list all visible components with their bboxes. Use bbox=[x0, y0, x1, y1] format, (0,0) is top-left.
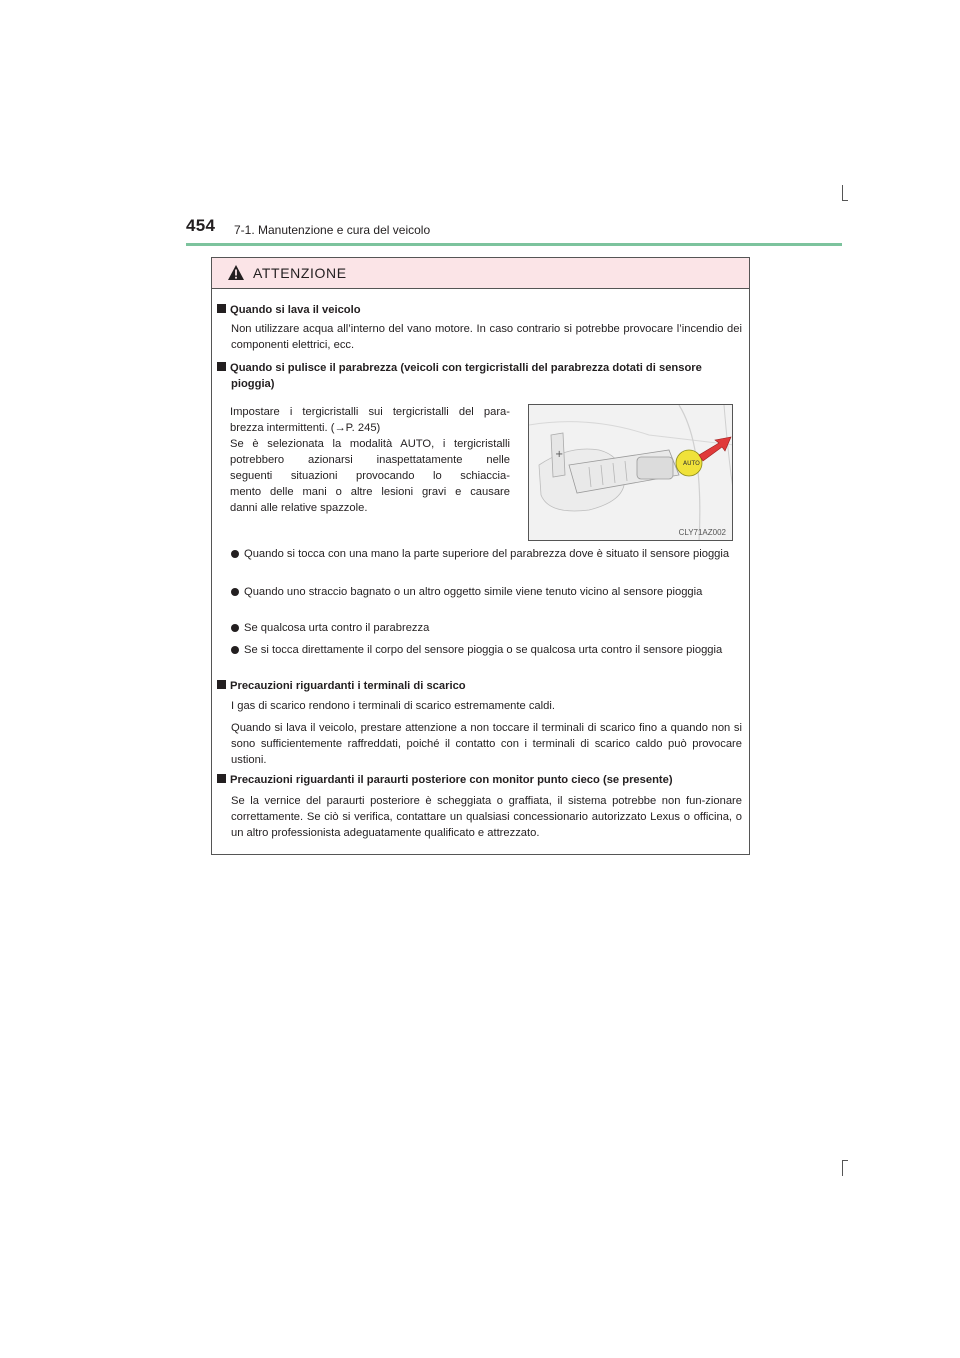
bullet-dot-icon bbox=[231, 550, 239, 558]
warning-title: ATTENZIONE bbox=[253, 265, 347, 281]
list-item: Quando uno straccio bagnato o un altro oggetto simile viene tenuto vicino al sensore pioggia bbox=[231, 584, 744, 600]
section-heading: Precauzioni riguardanti il paraurti posteriore con monitor punto cieco (se presente) bbox=[217, 772, 673, 788]
section-heading: Quando si lava il veicolo bbox=[217, 302, 361, 318]
section-title: 7-1. Manutenzione e cura del veicolo bbox=[234, 223, 431, 237]
section-heading-cont: pioggia) bbox=[231, 378, 275, 390]
wiper-lever-illustration bbox=[529, 405, 733, 541]
header-rule bbox=[186, 243, 842, 246]
crop-mark-bottom-foot bbox=[842, 1160, 848, 1161]
square-bullet-icon bbox=[217, 362, 226, 371]
list-item: Se qualcosa urta contro il parabrezza bbox=[231, 620, 744, 636]
warning-header bbox=[212, 258, 749, 289]
section-heading: Quando si pulisce il parabrezza (veicoli con tergicristalli del parabrezza dotati di sensore bbox=[217, 360, 702, 376]
figure-code: CLY71AZ002 bbox=[678, 528, 726, 537]
section-text: I gas di scarico rendono i terminali di scarico estremamente caldi. bbox=[231, 700, 555, 712]
bullet-dot-icon bbox=[231, 624, 239, 632]
page-number: 454 bbox=[186, 216, 216, 235]
svg-text:+: + bbox=[555, 449, 564, 460]
svg-text:AUTO: AUTO bbox=[683, 460, 700, 467]
section-text: Se la vernice del paraurti posteriore è scheggiata o graffiata, il sistema potrebbe non fun-zionare correttamente. Se ciò si verifica, contattare un qualsiasi concessionario autorizzato Lexus o officina, o un altro professionista adeguatamente qualificato e attrezzato. bbox=[231, 795, 742, 839]
list-item: Quando si tocca con una mano la parte superiore del parabrezza dove è situato il sensore pioggia bbox=[231, 546, 744, 562]
bullet-dot-icon bbox=[231, 588, 239, 596]
crop-mark-bottom bbox=[842, 1160, 843, 1176]
square-bullet-icon bbox=[217, 304, 226, 313]
warning-triangle-icon bbox=[227, 264, 245, 281]
square-bullet-icon bbox=[217, 774, 226, 783]
crop-mark-top bbox=[842, 185, 843, 201]
square-bullet-icon bbox=[217, 680, 226, 689]
crop-mark-top-foot bbox=[842, 200, 848, 201]
warning-box bbox=[211, 257, 750, 855]
list-item: Se si tocca direttamente il corpo del sensore pioggia o se qualcosa urta contro il sensore pioggia bbox=[231, 642, 744, 658]
bullet-dot-icon bbox=[231, 646, 239, 654]
section-heading: Precauzioni riguardanti i terminali di scarico bbox=[217, 678, 466, 694]
section-text: Non utilizzare acqua all’interno del vano motore. In caso contrario si potrebbe provocare l’incendio dei componenti elettrici, ecc. bbox=[231, 323, 742, 351]
wiper-lever-figure bbox=[528, 404, 733, 541]
section-text: Quando si lava il veicolo, prestare attenzione a non toccare il terminali di scarico fino a quando non si sono sufficientemente raffreddati, poiché il contatto con i terminali di scarico caldo può provocare ustioni. bbox=[231, 722, 742, 766]
figure-caption-text: Impostare i tergicristalli sui tergicristalli del para- brezza intermittenti. (→P. 245) Se è selezionata la modalità AUTO, i tergicristalli potrebbero azionarsi inaspettatamente nelle seguenti situazioni provocando lo schiaccia- mento delle mani o altre lesioni gravi e causare danni alle relative spazzole. bbox=[230, 406, 510, 514]
